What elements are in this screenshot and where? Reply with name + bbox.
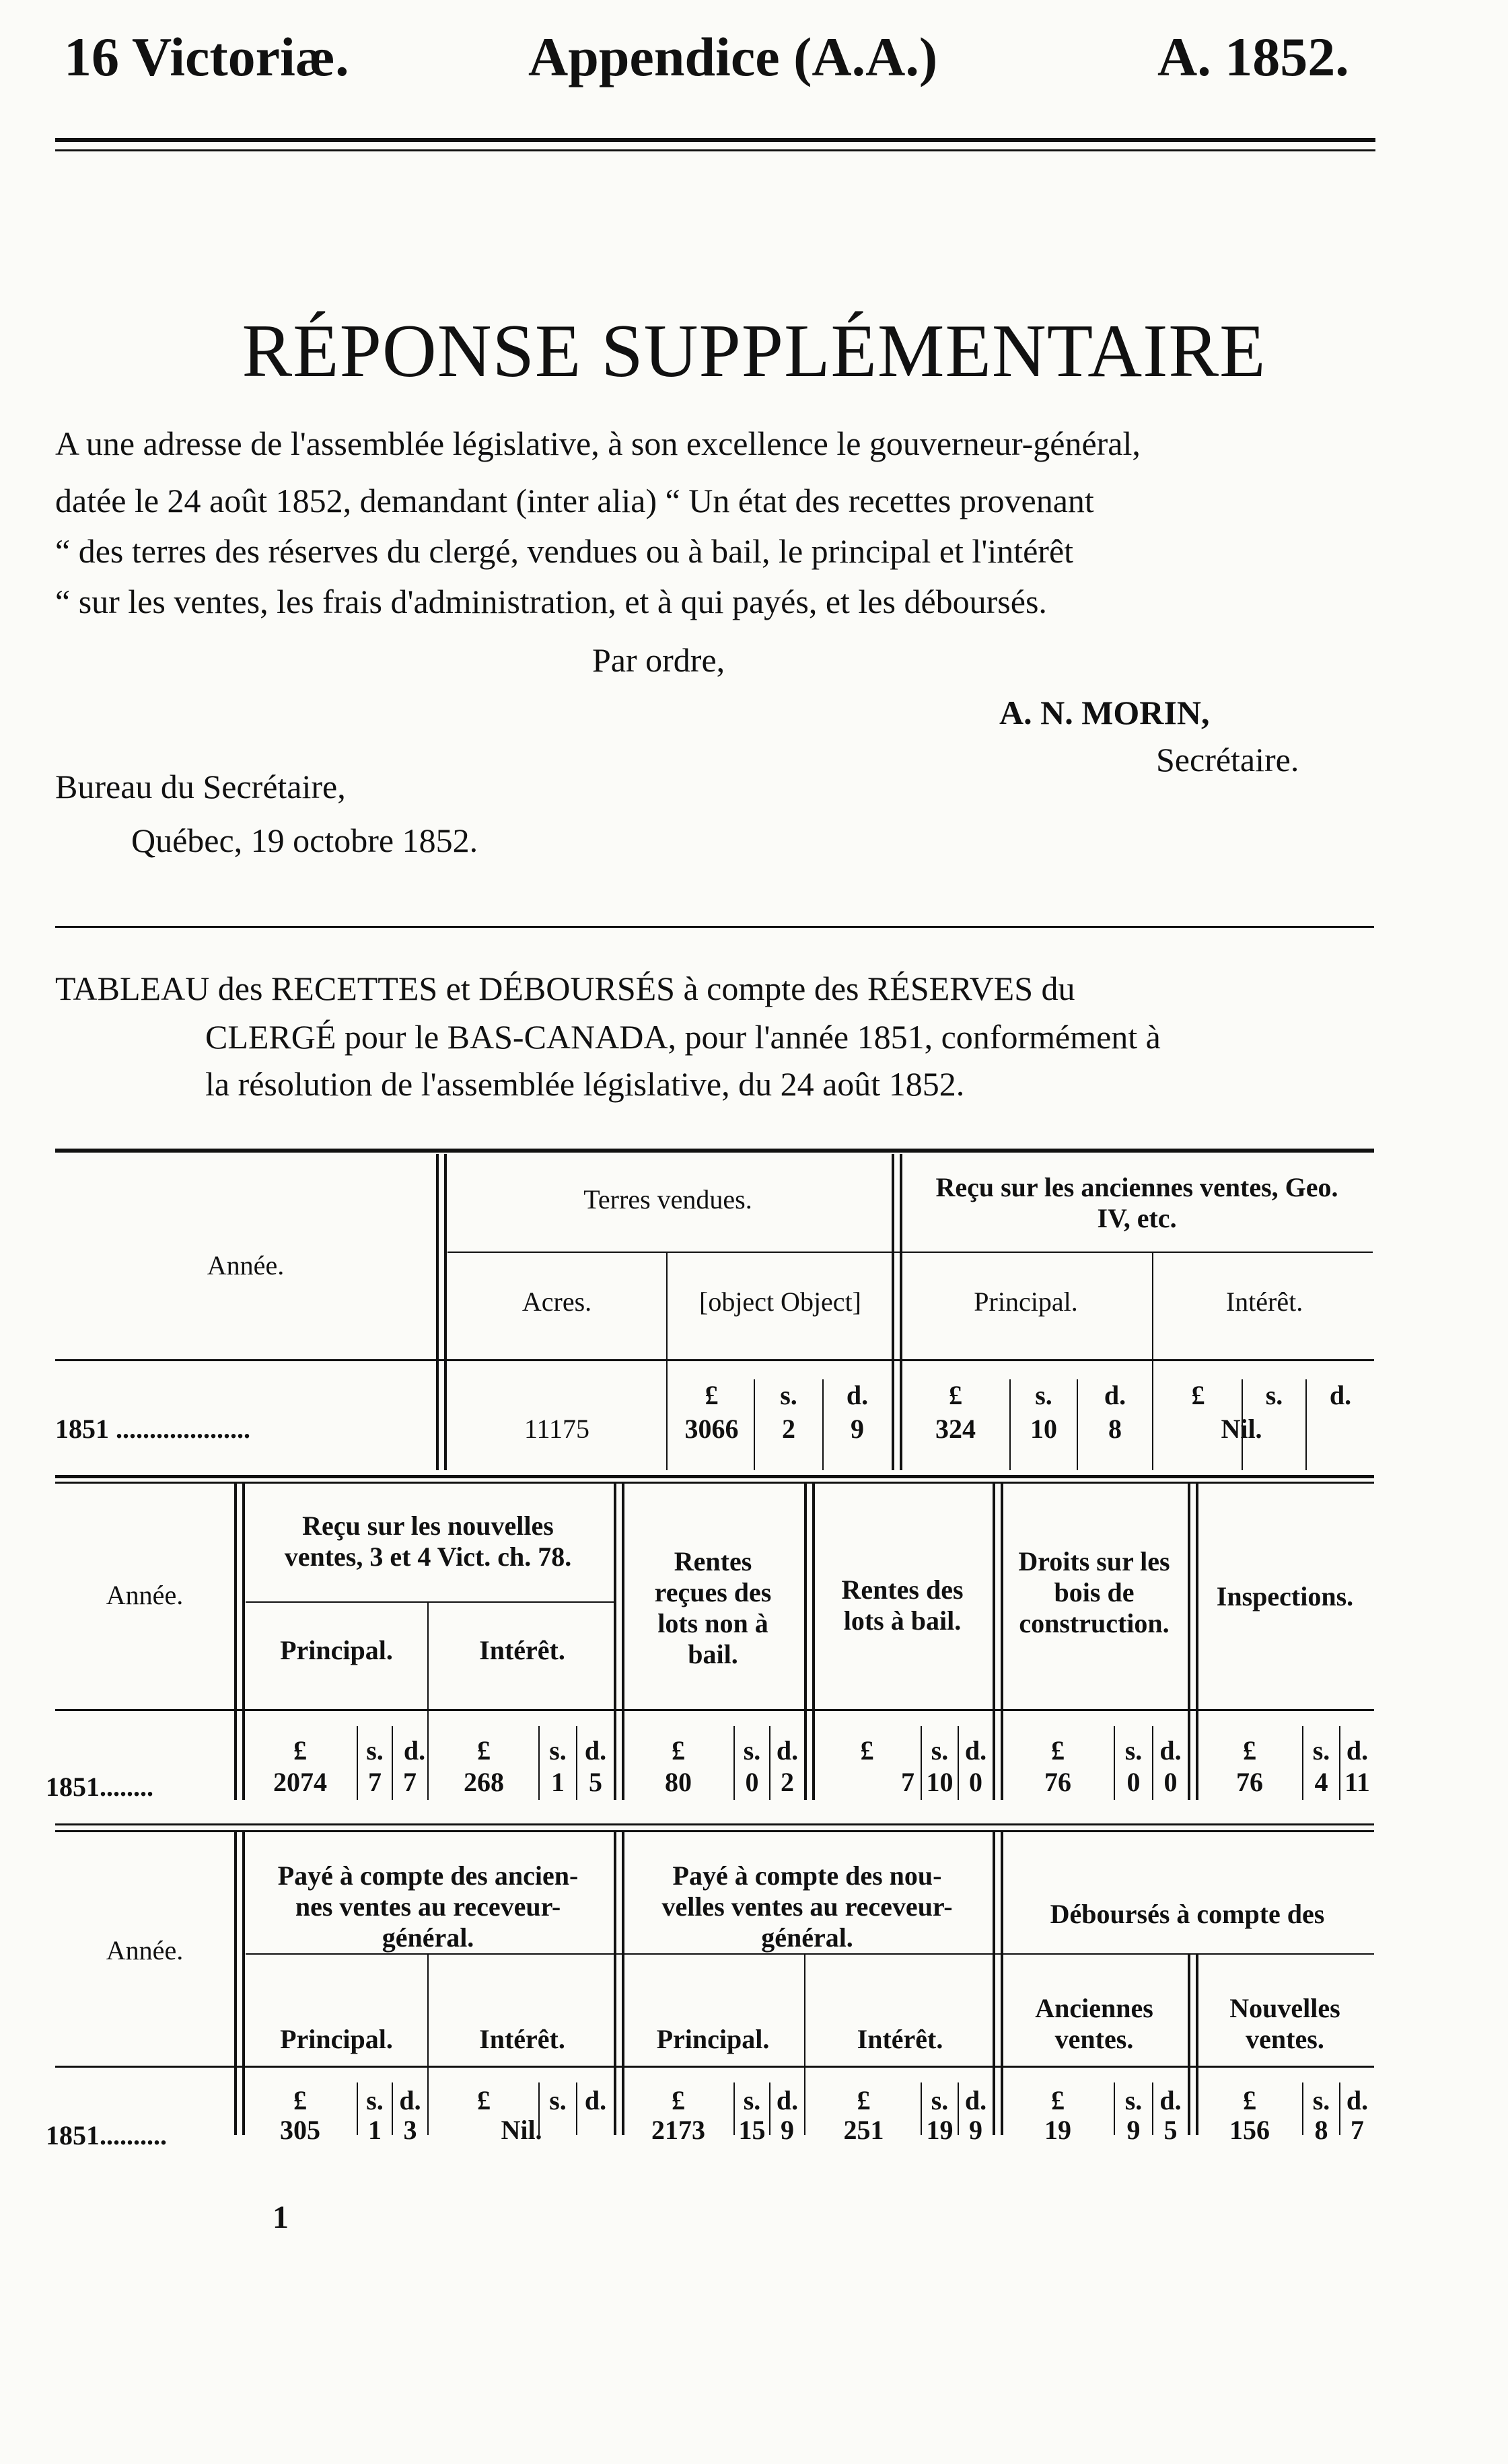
t3-principal-header-1: Principal. bbox=[280, 2024, 393, 2054]
page-number: 1 bbox=[273, 2200, 289, 2235]
t2-shilling-unit: s. bbox=[366, 1735, 384, 1766]
t2-vrule bbox=[1188, 1484, 1190, 1800]
t3-nouv-interet-pence: 9 bbox=[969, 2115, 982, 2145]
t3-shilling-unit: s. bbox=[1312, 2085, 1330, 2115]
t2-rentes-non-bail-4: bail. bbox=[688, 1639, 738, 1669]
t1-principal-header: Principal. bbox=[974, 1287, 1078, 1317]
t2-bottom-rule bbox=[55, 1823, 1374, 1825]
t3-paye-anciennes-3: général. bbox=[382, 1922, 474, 1953]
t2-shilling-unit: s. bbox=[1312, 1735, 1330, 1766]
t2-rentes-non-bail-3: lots non à bbox=[657, 1608, 768, 1638]
t2-rentes-bail-pence: 0 bbox=[969, 1767, 982, 1797]
place-date-line: Québec, 19 octobre 1852. bbox=[131, 822, 478, 859]
t3-shilling-unit: s. bbox=[1124, 2085, 1143, 2115]
t2-inspections-pounds: 76 bbox=[1236, 1767, 1263, 1797]
t2-pound-unit: £ bbox=[477, 1735, 491, 1766]
t1-shilling-unit: s. bbox=[780, 1380, 797, 1410]
t2-interet-pounds: 268 bbox=[464, 1767, 504, 1797]
t2-pence-unit: d. bbox=[776, 1735, 799, 1766]
t2-sub-rule bbox=[246, 1601, 614, 1603]
t3-deb-anciennes-shillings: 9 bbox=[1126, 2115, 1141, 2145]
signature-name: A. N. MORIN, bbox=[999, 694, 1210, 731]
t1-pence-unit: d. bbox=[846, 1380, 869, 1410]
t2-vrule bbox=[427, 1603, 429, 1800]
t1-interet-header: Intérêt. bbox=[1225, 1287, 1303, 1317]
t2-pound-unit: £ bbox=[860, 1735, 874, 1766]
t2-inspections-header: Inspections. bbox=[1216, 1581, 1354, 1611]
t2-pound-unit: £ bbox=[1051, 1735, 1065, 1766]
t1-head-rule bbox=[55, 1359, 1374, 1361]
t3-pence-unit: d. bbox=[1159, 2085, 1182, 2115]
t2-rentes-bail-2: lots à bail. bbox=[843, 1605, 962, 1636]
t2-principal-shillings: 7 bbox=[368, 1767, 382, 1797]
t3-pence-unit: d. bbox=[964, 2085, 987, 2115]
par-ordre: Par ordre, bbox=[592, 641, 725, 679]
page-title: RÉPONSE SUPPLÉMENTAIRE bbox=[242, 310, 1266, 393]
t1-row-year: 1851 .................... bbox=[55, 1414, 250, 1444]
t1-pence-unit: d. bbox=[1329, 1380, 1352, 1410]
t3-vrule bbox=[427, 1955, 429, 2135]
t1-interet-nil: Nil. bbox=[1221, 1414, 1262, 1444]
t2-rentes-bail-shillings: 10 bbox=[926, 1767, 954, 1797]
t1-shilling-unit: s. bbox=[1035, 1380, 1052, 1410]
t2-vrule bbox=[993, 1484, 995, 1800]
t2-shilling-unit: s. bbox=[931, 1735, 949, 1766]
t1-principal-pounds: 324 bbox=[935, 1414, 976, 1444]
t2-droits-2: bois de bbox=[1054, 1577, 1135, 1607]
t3-paye-nouvelles-1: Payé à compte des nou- bbox=[672, 1860, 942, 1891]
t1-pound-unit: £ bbox=[949, 1380, 962, 1410]
t3-pound-unit: £ bbox=[1051, 2085, 1065, 2115]
t2-recu-nouvelles-1: Reçu sur les nouvelles bbox=[302, 1511, 554, 1541]
t1-vrule bbox=[1152, 1253, 1153, 1470]
t1-montant-pounds: 3066 bbox=[684, 1414, 739, 1444]
t3-paye-anciennes-1: Payé à compte des ancien- bbox=[277, 1860, 579, 1891]
t2-inspections-shillings: 4 bbox=[1314, 1767, 1328, 1797]
t1-bottom-rule bbox=[55, 1475, 1374, 1478]
t1-pound-unit: £ bbox=[1191, 1380, 1205, 1410]
t3-paye-nouvelles-2: velles ventes au receveur- bbox=[661, 1891, 953, 1922]
t1-vrule bbox=[436, 1154, 439, 1470]
t3-anc-principal-pence: 3 bbox=[403, 2115, 417, 2145]
t3-interet-header-1: Intérêt. bbox=[479, 2024, 565, 2054]
header-rule-top bbox=[55, 138, 1375, 142]
t3-nouv-principal-pounds: 2173 bbox=[651, 2115, 705, 2145]
t2-principal-pounds: 2074 bbox=[273, 1767, 327, 1797]
t2-rentes-non-bail-shillings: 0 bbox=[745, 1767, 759, 1797]
t1-acres-value: 11175 bbox=[524, 1414, 590, 1444]
t3-anciennes-1: Anciennes bbox=[1035, 1993, 1153, 2023]
t2-recu-nouvelles-2: ventes, 3 et 4 Vict. ch. 78. bbox=[284, 1542, 572, 1572]
t1-top-rule bbox=[55, 1149, 1374, 1153]
t1-montant-shillings: 2 bbox=[782, 1414, 795, 1444]
t1-annee-header: Année. bbox=[207, 1250, 285, 1280]
t2-interet-shillings: 1 bbox=[551, 1767, 565, 1797]
t3-interet-header-2: Intérêt. bbox=[857, 2024, 943, 2054]
t3-pound-unit: £ bbox=[477, 2085, 491, 2115]
t3-pound-unit: £ bbox=[1243, 2085, 1256, 2115]
t3-nouv-interet-shillings: 19 bbox=[926, 2115, 954, 2145]
bureau-line: Bureau du Secrétaire, bbox=[55, 768, 346, 805]
t3-paye-nouvelles-3: général. bbox=[761, 1922, 853, 1953]
t1-sub-rule bbox=[447, 1252, 1373, 1253]
t3-vrule bbox=[234, 1832, 237, 2135]
t2-vrule bbox=[614, 1484, 616, 1800]
t3-nouvelles-1: Nouvelles bbox=[1229, 1993, 1340, 2023]
t2-vrule bbox=[804, 1484, 807, 1800]
t2-droits-shillings: 0 bbox=[1126, 1767, 1141, 1797]
t3-debourses-header: Déboursés à compte des bbox=[1050, 1899, 1325, 1929]
intro-line-4: “ sur les ventes, les frais d'administration, et à qui payés, et les déboursés. bbox=[55, 583, 1047, 620]
running-header-right: A. 1852. bbox=[1157, 26, 1349, 87]
t3-anc-principal-pounds: 305 bbox=[280, 2115, 320, 2145]
t2-shilling-unit: s. bbox=[743, 1735, 761, 1766]
t1-principal-shillings: 10 bbox=[1030, 1414, 1057, 1444]
t3-paye-anciennes-2: nes ventes au receveur- bbox=[295, 1891, 561, 1922]
t3-anciennes-2: ventes. bbox=[1054, 2024, 1134, 2054]
t3-shilling-unit: s. bbox=[743, 2085, 761, 2115]
t2-vrule bbox=[234, 1484, 237, 1800]
t1-pound-unit: £ bbox=[705, 1380, 719, 1410]
tableau-title-line-1: TABLEAU des RECETTES et DÉBOURSÉS à compte des RÉSERVES du bbox=[55, 970, 1075, 1007]
intro-line-3: “ des terres des réserves du clergé, vendues ou à bail, le principal et l'intérêt bbox=[55, 532, 1074, 570]
intro-line-1: A une adresse de l'assemblée législative, à son excellence le gouverneur-général, bbox=[55, 425, 1141, 462]
t2-pound-unit: £ bbox=[293, 1735, 307, 1766]
t3-top-rule bbox=[55, 1830, 1374, 1832]
t2-droits-3: construction. bbox=[1019, 1608, 1170, 1638]
t3-shilling-unit: s. bbox=[931, 2085, 949, 2115]
t3-nouv-principal-pence: 9 bbox=[781, 2115, 794, 2145]
tableau-title-line-2: CLERGÉ pour le BAS-CANADA, pour l'année 1851, conformément à bbox=[205, 1018, 1161, 1056]
t2-principal-header: Principal. bbox=[280, 1635, 393, 1665]
t1-principal-pence: 8 bbox=[1108, 1414, 1122, 1444]
t3-shilling-unit: s. bbox=[366, 2085, 384, 2115]
t3-nouv-interet-pounds: 251 bbox=[843, 2115, 884, 2145]
t1-vrule bbox=[666, 1253, 668, 1470]
t2-head-rule bbox=[55, 1709, 1374, 1711]
t2-principal-pence: 7 bbox=[403, 1767, 417, 1797]
t2-pence-unit: d. bbox=[1346, 1735, 1369, 1766]
t2-rentes-non-bail-pence: 2 bbox=[781, 1767, 794, 1797]
t2-pound-unit: £ bbox=[672, 1735, 685, 1766]
t2-pence-unit: d. bbox=[403, 1735, 426, 1766]
t3-pence-unit: d. bbox=[399, 2085, 421, 2115]
t3-principal-header-2: Principal. bbox=[656, 2024, 770, 2054]
t1-recu-anciennes-header-2: IV, etc. bbox=[1097, 1203, 1177, 1233]
t2-droits-pence: 0 bbox=[1163, 1767, 1178, 1797]
t2-shilling-unit: s. bbox=[1124, 1735, 1143, 1766]
t3-sub-rule bbox=[246, 1953, 1374, 1955]
running-header-center: Appendice (A.A.) bbox=[528, 26, 938, 87]
t1-montant-header: [object Object] bbox=[699, 1287, 861, 1317]
t3-row-year: 1851.......... bbox=[46, 2120, 167, 2150]
section-divider bbox=[55, 926, 1374, 928]
t2-rentes-non-bail-1: Rentes bbox=[674, 1546, 752, 1577]
t3-shilling-unit: s. bbox=[549, 2085, 567, 2115]
t1-terres-vendues-header: Terres vendues. bbox=[583, 1184, 752, 1215]
t2-rentes-non-bail-2: reçues des bbox=[654, 1577, 772, 1607]
t3-anc-principal-shillings: 1 bbox=[368, 2115, 382, 2145]
t3-vrule bbox=[1188, 1955, 1190, 2135]
t3-head-rule bbox=[55, 2066, 1374, 2068]
t2-inspections-pence: 11 bbox=[1344, 1767, 1370, 1797]
t3-deb-nouvelles-pounds: 156 bbox=[1229, 2115, 1270, 2145]
running-header-left: 16 Victoriæ. bbox=[64, 26, 349, 87]
t1-vrule bbox=[892, 1154, 894, 1470]
t3-vrule bbox=[804, 1955, 805, 2135]
signature-title: Secrétaire. bbox=[1156, 741, 1299, 778]
t2-interet-pence: 5 bbox=[589, 1767, 602, 1797]
t3-pound-unit: £ bbox=[672, 2085, 685, 2115]
header-rule-bottom bbox=[55, 149, 1375, 151]
tableau-title-line-3: la résolution de l'assemblée législative, du 24 août 1852. bbox=[205, 1065, 965, 1103]
t3-pound-unit: £ bbox=[293, 2085, 307, 2115]
t3-anc-interet-nil: Nil. bbox=[501, 2115, 542, 2145]
t1-acres-header: Acres. bbox=[522, 1287, 592, 1317]
t3-deb-nouvelles-pence: 7 bbox=[1351, 2115, 1364, 2145]
t3-vrule bbox=[614, 1832, 616, 2135]
t2-row-year: 1851........ bbox=[46, 1772, 153, 1802]
t2-rentes-non-bail-pounds: 80 bbox=[665, 1767, 692, 1797]
t1-montant-pence: 9 bbox=[851, 1414, 864, 1444]
t2-pence-unit: d. bbox=[1159, 1735, 1182, 1766]
t3-pence-unit: d. bbox=[1346, 2085, 1369, 2115]
t2-droits-pounds: 76 bbox=[1044, 1767, 1071, 1797]
t3-deb-anciennes-pence: 5 bbox=[1163, 2115, 1178, 2145]
t2-annee-header: Année. bbox=[106, 1580, 184, 1610]
t3-nouv-principal-shillings: 15 bbox=[738, 2115, 766, 2145]
t2-interet-header: Intérêt. bbox=[479, 1635, 565, 1665]
t1-shilling-unit: s. bbox=[1265, 1380, 1283, 1410]
t2-droits-1: Droits sur les bbox=[1018, 1546, 1170, 1577]
t2-rentes-bail-1: Rentes des bbox=[841, 1574, 964, 1605]
t2-pence-unit: d. bbox=[964, 1735, 987, 1766]
t3-deb-nouvelles-shillings: 8 bbox=[1314, 2115, 1328, 2145]
t2-rentes-bail-pounds: 7 bbox=[901, 1767, 914, 1797]
t3-deb-anciennes-pounds: 19 bbox=[1044, 2115, 1071, 2145]
t2-pence-unit: d. bbox=[584, 1735, 607, 1766]
t2-shilling-unit: s. bbox=[549, 1735, 567, 1766]
t3-pence-unit: d. bbox=[584, 2085, 607, 2115]
t3-pound-unit: £ bbox=[857, 2085, 871, 2115]
t3-annee-header: Année. bbox=[106, 1935, 184, 1965]
t3-pence-unit: d. bbox=[776, 2085, 799, 2115]
t1-recu-anciennes-header-1: Reçu sur les anciennes ventes, Geo. bbox=[935, 1172, 1338, 1202]
t2-top-rule bbox=[55, 1482, 1374, 1484]
t2-pound-unit: £ bbox=[1243, 1735, 1256, 1766]
t3-nouvelles-2: ventes. bbox=[1246, 2024, 1324, 2054]
t3-vrule bbox=[993, 1832, 995, 2135]
intro-line-2: datée le 24 août 1852, demandant (inter alia) “ Un état des recettes provenant bbox=[55, 482, 1094, 519]
t1-pence-unit: d. bbox=[1104, 1380, 1126, 1410]
